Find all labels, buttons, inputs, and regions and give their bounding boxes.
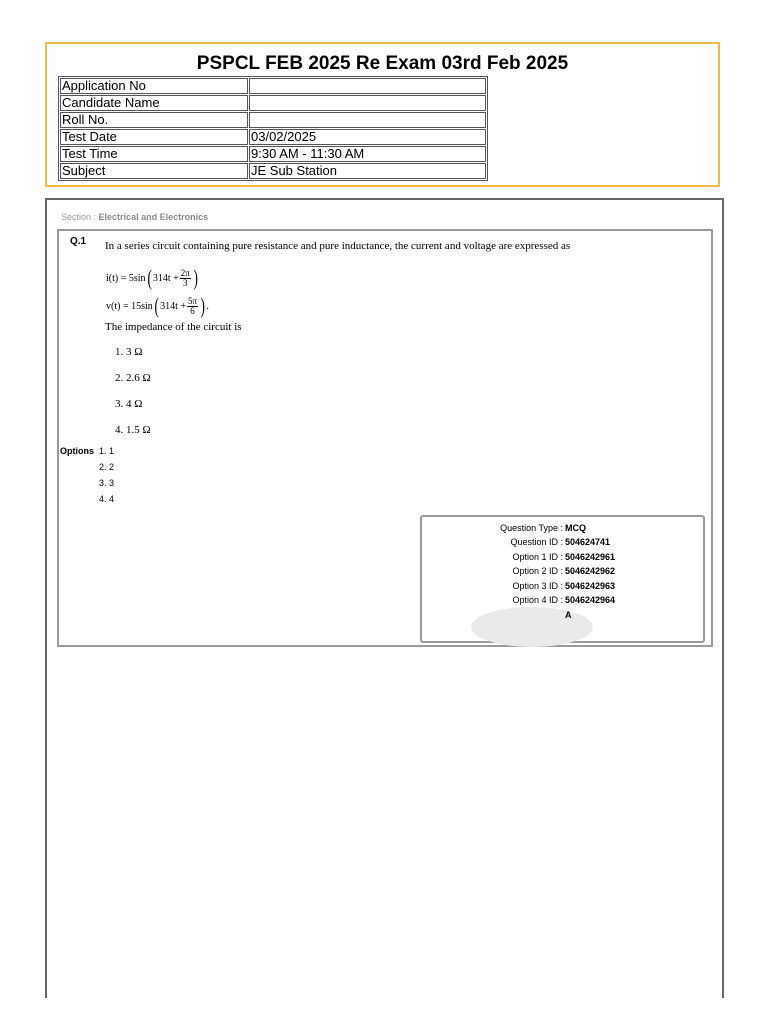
row-label: Application No	[60, 78, 248, 94]
row-value	[249, 78, 486, 94]
table-row	[60, 95, 486, 111]
eq-tail: .	[206, 300, 209, 312]
given-answer: A	[565, 610, 572, 620]
row-label: Test Time	[60, 146, 248, 162]
meta-row	[422, 594, 703, 606]
row-value: 03/02/2025	[249, 129, 486, 145]
table-row	[60, 112, 486, 128]
question-text: In a series circuit containing pure resistance and pure inductance, the current and voltage are expressed as	[105, 240, 571, 252]
option-item: 4. 4	[99, 494, 115, 504]
meta-value: 5046242963	[565, 581, 616, 591]
eq-fraction	[187, 297, 198, 316]
equation-voltage: v(t) = 15sin ( 314t + $\frac{5\pi}{6}$ ) .	[106, 293, 209, 318]
meta-value: 5046242962	[565, 566, 616, 576]
answer-choice: 1. 3 Ω	[115, 346, 143, 358]
meta-value: 504624741	[565, 537, 611, 547]
eq-lhs: v(t) = 15sin	[106, 300, 153, 312]
row-value	[249, 112, 486, 128]
table-row	[60, 163, 486, 179]
meta-row	[422, 536, 703, 548]
eq-fraction	[180, 269, 191, 288]
row-label: Candidate Name	[60, 95, 248, 111]
exam-header	[45, 42, 720, 187]
meta-label: Option 4 ID :	[512, 595, 563, 605]
eq-inner: 314t +	[160, 300, 186, 312]
question-meta-box	[420, 515, 705, 643]
meta-row	[422, 551, 703, 563]
question-number: Q.1	[70, 236, 87, 247]
question-panel	[45, 198, 724, 998]
row-value	[249, 95, 486, 111]
meta-value: 5046242961	[565, 552, 616, 562]
row-value: 9:30 AM - 11:30 AM	[249, 146, 486, 162]
meta-row	[422, 522, 703, 534]
eq-denominator: 6	[190, 305, 195, 316]
candidate-info-table	[58, 76, 488, 181]
question-prompt: The impedance of the circuit is	[105, 321, 242, 333]
meta-label: Option 3 ID :	[512, 581, 563, 591]
section-label	[61, 212, 208, 222]
meta-label: Option 2 ID :	[512, 566, 563, 576]
redaction-mark	[471, 607, 593, 647]
equation-current: i(t) = 5sin ( 314t + $\frac{2\pi}{3}$ )	[106, 265, 198, 290]
table-row	[60, 146, 486, 162]
meta-value: 5046242964	[565, 595, 616, 605]
option-item: 3. 3	[99, 478, 115, 488]
meta-label: Option 1 ID :	[512, 552, 563, 562]
option-item: 2. 2	[99, 462, 115, 472]
section-name: Electrical and Electronics	[98, 212, 209, 222]
meta-label: Question ID :	[510, 537, 563, 547]
option-item: 1. 1	[99, 446, 115, 456]
question-box	[57, 229, 713, 647]
answer-choice: 4. 1.5 Ω	[115, 424, 151, 436]
table-row	[60, 129, 486, 145]
meta-row	[422, 580, 703, 592]
row-label: Roll No.	[60, 112, 248, 128]
eq-lhs: i(t) = 5sin	[106, 272, 146, 284]
row-label: Test Date	[60, 129, 248, 145]
eq-denominator: 3	[183, 277, 188, 288]
meta-label: Question Type :	[500, 523, 563, 533]
eq-numerator: 5π	[188, 295, 198, 306]
table-row	[60, 78, 486, 94]
eq-inner: 314t +	[152, 272, 179, 284]
meta-value: MCQ	[565, 523, 586, 533]
answer-choice: 2. 2.6 Ω	[115, 372, 151, 384]
exam-title: PSPCL FEB 2025 Re Exam 03rd Feb 2025	[196, 53, 569, 74]
eq-numerator: 2π	[180, 267, 190, 278]
options-label: Options	[60, 446, 94, 456]
row-value: JE Sub Station	[249, 163, 486, 179]
row-label: Subject	[60, 163, 248, 179]
answer-choice: 3. 4 Ω	[115, 398, 143, 410]
meta-row	[422, 565, 703, 577]
section-prefix: Section :	[61, 212, 97, 222]
